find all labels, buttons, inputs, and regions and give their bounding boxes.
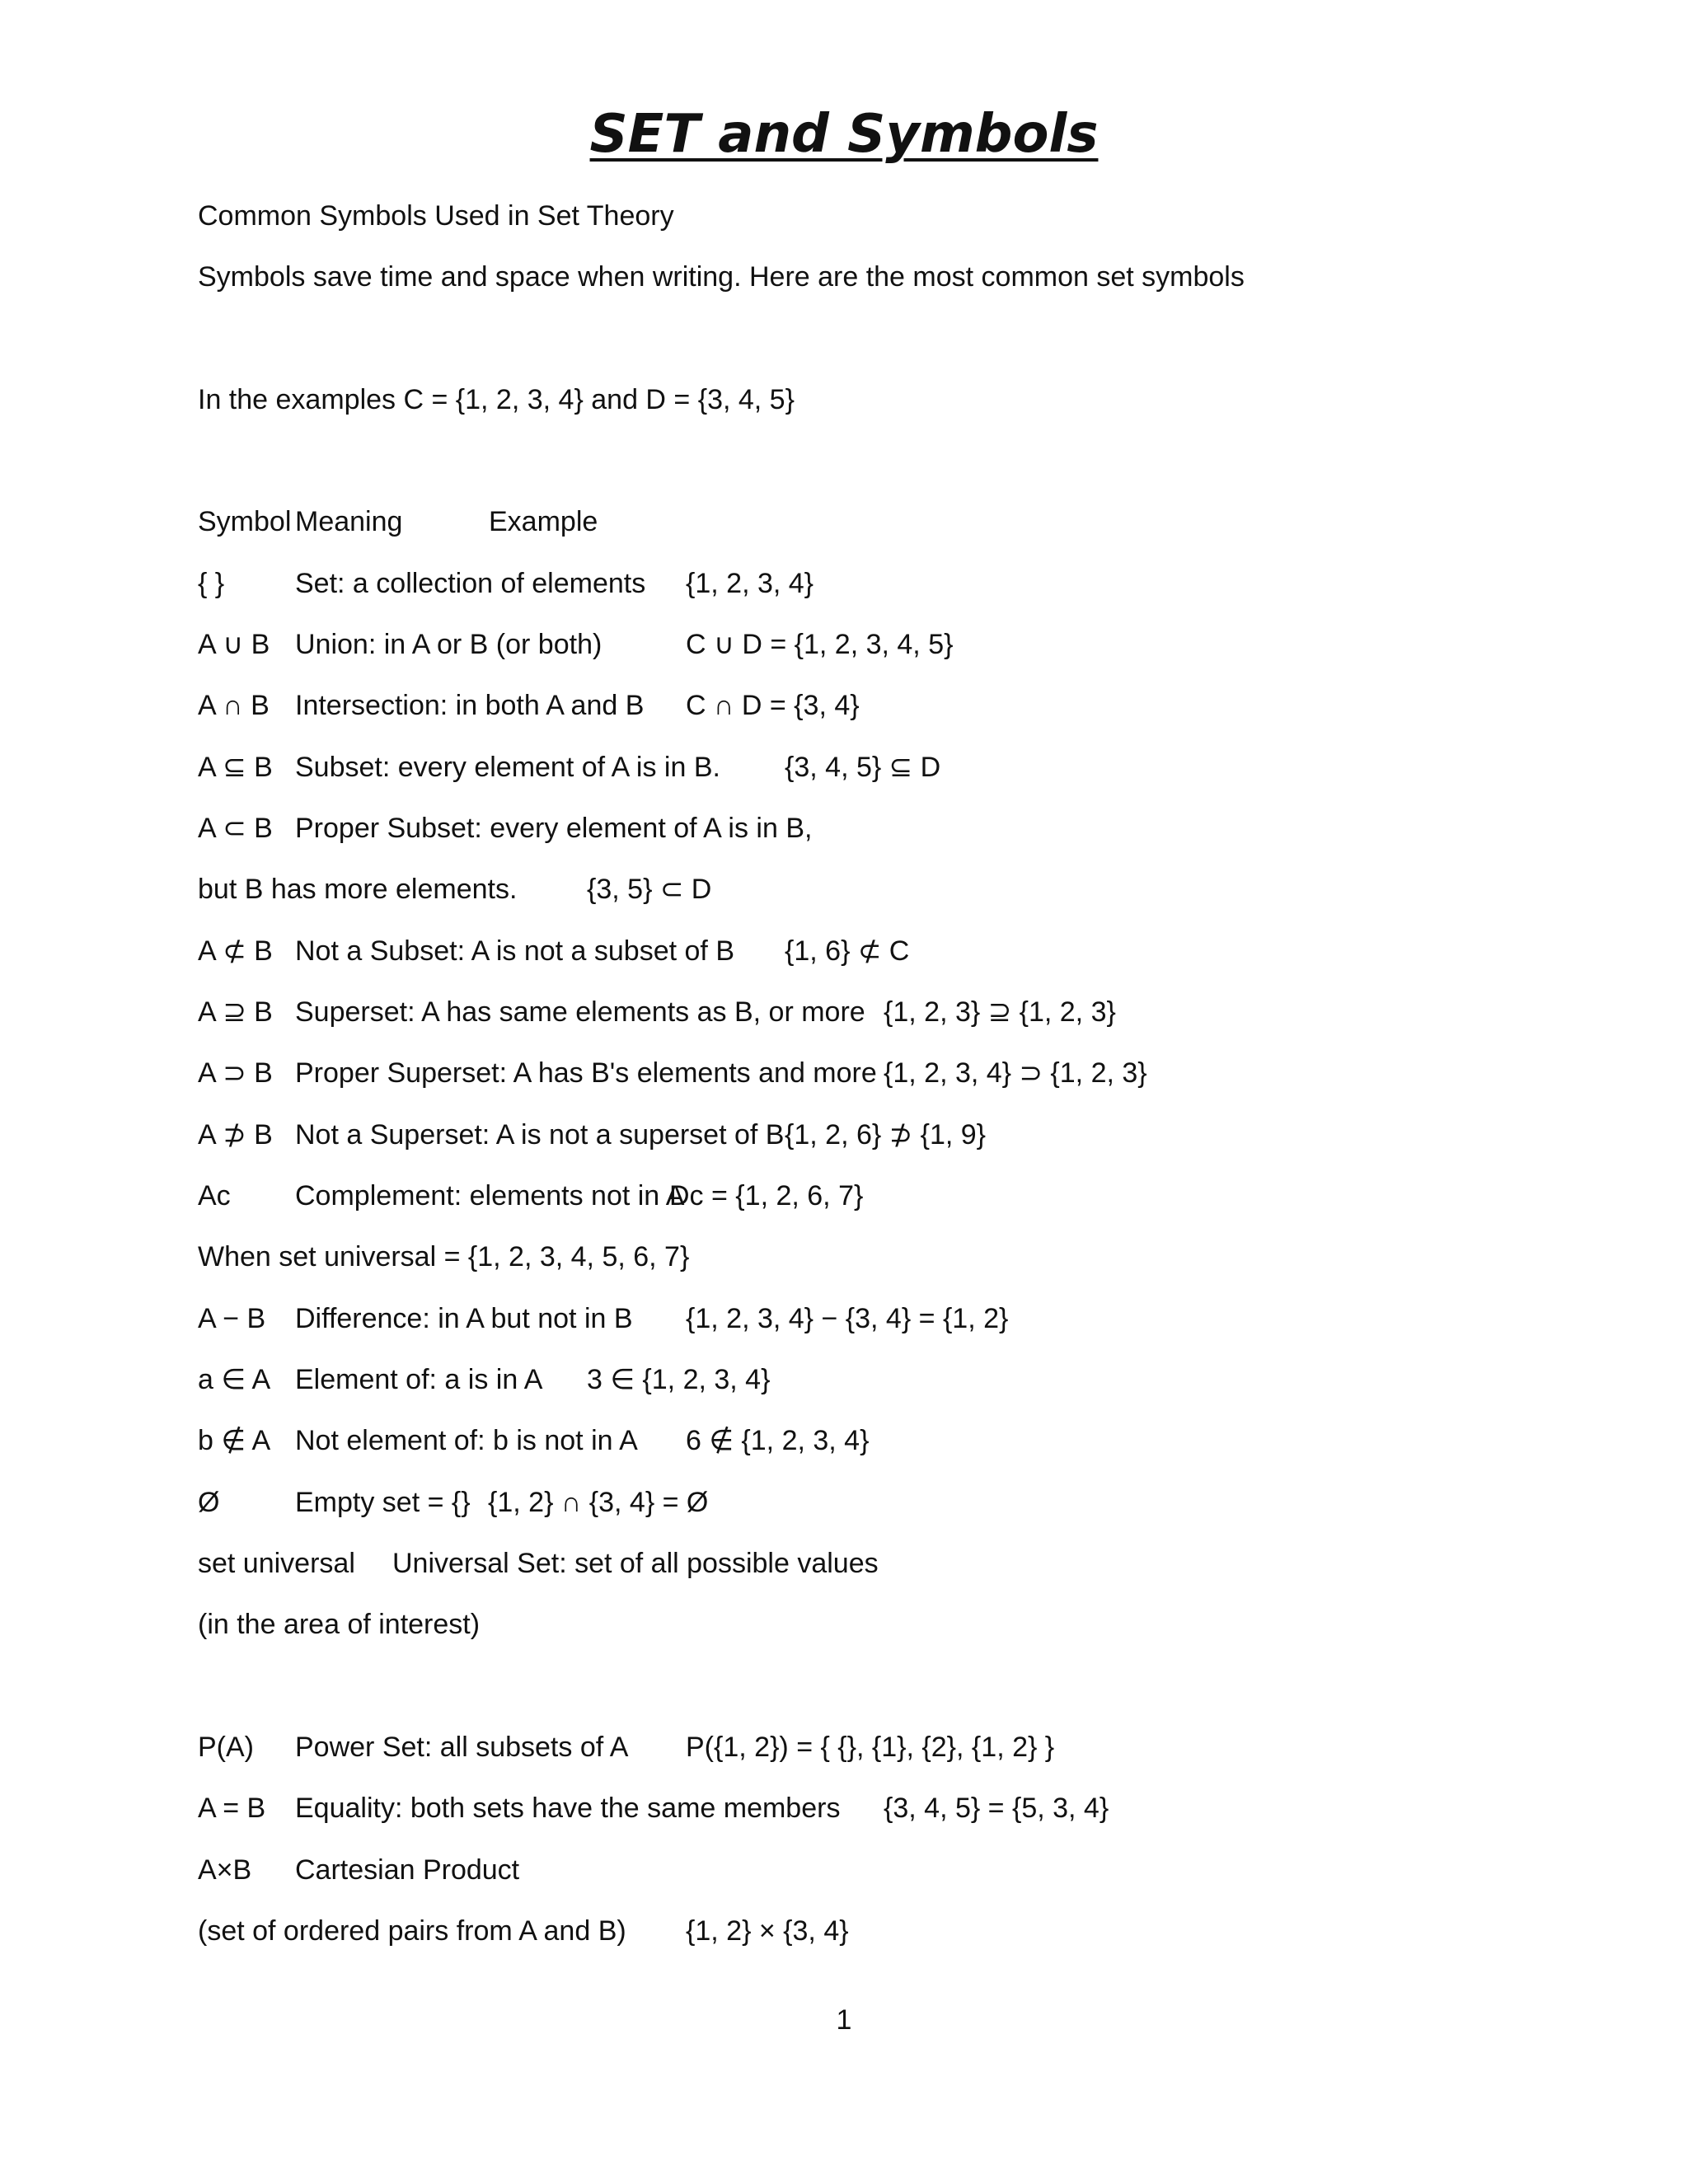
row-meaning: Proper Subset: every element of A is in B,: [295, 813, 813, 844]
row-cartesian-product-continued: [198, 1910, 849, 1952]
row-superset: [198, 991, 1116, 1033]
row-meaning: Universal Set: set of all possible values: [392, 1548, 879, 1579]
header-symbol: Symbol: [198, 506, 292, 537]
row-meaning: Subset: every element of A is in B.: [295, 752, 720, 783]
row-symbol: b ∉ A: [198, 1425, 271, 1456]
row-symbol: A ⊄ B: [198, 935, 273, 967]
row-meaning: Empty set = {}: [295, 1487, 471, 1518]
row-example: {3, 4, 5} = {5, 3, 4}: [884, 1793, 1109, 1824]
row-symbol: { }: [198, 568, 225, 599]
row-set: [198, 563, 814, 604]
row-meaning: Not a Subset: A is not a subset of B: [295, 935, 734, 967]
row-proper-subset: [198, 808, 813, 849]
row-meaning: Complement: elements not in A: [295, 1180, 685, 1212]
row-meaning: Intersection: in both A and B: [295, 690, 645, 721]
row-symbol: A ⊃ B: [198, 1057, 273, 1089]
row-example: C ∩ D = {3, 4}: [686, 690, 860, 721]
page-number: 1: [836, 2004, 852, 2036]
row-universal-set: [198, 1543, 879, 1584]
row-union: [198, 624, 954, 665]
row-meaning: Difference: in A but not in B: [295, 1303, 633, 1334]
row-meaning: Equality: both sets have the same members: [295, 1793, 841, 1824]
row-difference: [198, 1298, 1009, 1339]
row-symbol: A ⊅ B: [198, 1119, 273, 1151]
row-example: P({1, 2}) = { {}, {1}, {2}, {1, 2} }: [686, 1732, 1055, 1763]
row-intersection: [198, 685, 860, 726]
row-symbol: A×B: [198, 1854, 252, 1886]
row-element-of: [198, 1359, 771, 1400]
intro-description: Symbols save time and space when writing. Here are the most common set symbols: [198, 261, 1245, 293]
row-symbol: A − B: [198, 1303, 266, 1334]
row-example: {1, 2, 3} ⊇ {1, 2, 3}: [884, 996, 1116, 1028]
row-meaning: Not a Superset: A is not a superset of B: [295, 1119, 785, 1151]
row-meaning: Superset: A has same elements as B, or more: [295, 996, 865, 1028]
row-example: {1, 2} × {3, 4}: [686, 1915, 849, 1947]
row-example: {1, 6} ⊄ C: [785, 935, 910, 967]
row-symbol: set universal: [198, 1548, 355, 1579]
row-complement: [198, 1175, 864, 1216]
row-symbol: A ⊆ B: [198, 752, 273, 783]
row-example: {1, 2, 6} ⊅ {1, 9}: [785, 1119, 987, 1151]
row-universal-set-continued: (in the area of interest): [198, 1609, 481, 1640]
row-symbol: A ∪ B: [198, 629, 270, 660]
row-symbol: A ⊇ B: [198, 996, 273, 1028]
row-symbol: A ∩ B: [198, 690, 270, 721]
row-symbol: Ø: [198, 1487, 220, 1518]
row-meaning: Union: in A or B (or both): [295, 629, 603, 660]
row-example: {3, 4, 5} ⊆ D: [785, 752, 941, 783]
row-meaning: Proper Superset: A has B's elements and more: [295, 1057, 877, 1089]
row-example: 6 ∉ {1, 2, 3, 4}: [686, 1425, 870, 1456]
row-example: Dc = {1, 2, 6, 7}: [669, 1180, 864, 1212]
row-text: but B has more elements.: [198, 874, 518, 905]
row-not-superset: [198, 1114, 987, 1155]
row-example: {1, 2, 3, 4} − {3, 4} = {1, 2}: [686, 1303, 1009, 1334]
header-example: Example: [489, 506, 598, 537]
row-example: 3 ∈ {1, 2, 3, 4}: [587, 1364, 771, 1395]
row-symbol: A = B: [198, 1793, 266, 1824]
row-symbol: P(A): [198, 1732, 254, 1763]
row-example: {1, 2} ∩ {3, 4} = Ø: [488, 1487, 709, 1518]
header-meaning: Meaning: [295, 506, 403, 537]
row-proper-subset-continued: [198, 869, 712, 910]
row-meaning: Set: a collection of elements: [295, 568, 646, 599]
row-example: {1, 2, 3, 4} ⊃ {1, 2, 3}: [884, 1057, 1147, 1089]
row-symbol: Ac: [198, 1180, 231, 1212]
row-text: (set of ordered pairs from A and B): [198, 1915, 626, 1947]
examples-note: In the examples C = {1, 2, 3, 4} and D = {3, 4, 5}: [198, 384, 795, 415]
row-meaning: Not element of: b is not in A: [295, 1425, 638, 1456]
table-header: [198, 501, 598, 542]
row-complement-continued: When set universal = {1, 2, 3, 4, 5, 6, 7}: [198, 1241, 690, 1272]
row-meaning: Power Set: all subsets of A: [295, 1732, 629, 1763]
row-proper-superset: [198, 1052, 1147, 1094]
row-example: {1, 2, 3, 4}: [686, 568, 814, 599]
row-example: C ∪ D = {1, 2, 3, 4, 5}: [686, 629, 954, 660]
row-subset: [198, 747, 941, 788]
row-example: {3, 5} ⊂ D: [587, 874, 712, 905]
row-empty-set: [198, 1482, 709, 1523]
intro-heading: Common Symbols Used in Set Theory: [198, 200, 674, 232]
row-cartesian-product: [198, 1849, 520, 1891]
row-power-set: [198, 1727, 1055, 1768]
row-not-element-of: [198, 1420, 870, 1461]
row-meaning: Cartesian Product: [295, 1854, 520, 1886]
row-symbol: A ⊂ B: [198, 813, 273, 844]
page-title: SET and Symbols: [589, 104, 1099, 165]
row-equality: [198, 1788, 1109, 1829]
row-symbol: a ∈ A: [198, 1364, 271, 1395]
row-meaning: Element of: a is in A: [295, 1364, 543, 1395]
row-not-subset: [198, 930, 910, 972]
